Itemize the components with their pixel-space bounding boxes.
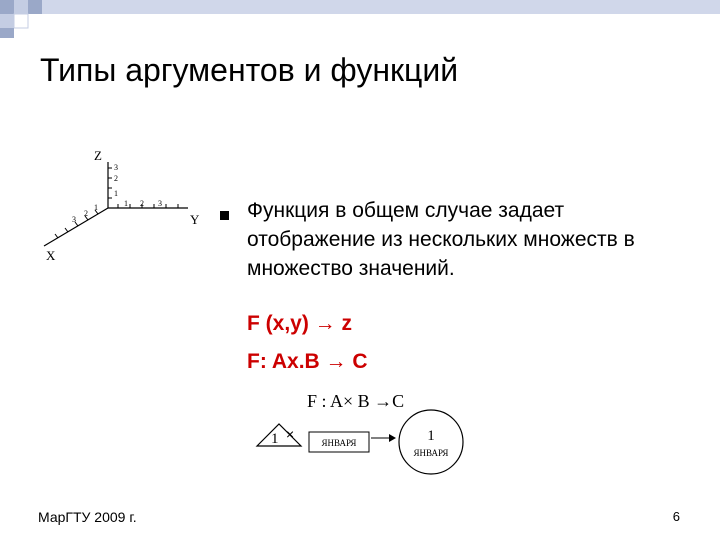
month-box-text: ЯНВАРЯ — [321, 438, 357, 448]
y-tick-1: 1 — [124, 199, 128, 208]
x-tick-3: 3 — [72, 215, 76, 224]
triangle-shape — [257, 424, 301, 446]
result-text: ЯНВАРЯ — [413, 448, 449, 458]
x-tick-2: 2 — [84, 209, 88, 218]
z-axis-label: Z — [94, 148, 102, 163]
page-number: 6 — [672, 509, 680, 524]
y-tick-2: 2 — [140, 199, 144, 208]
y-tick-3: 3 — [158, 199, 162, 208]
x-tick-1: 1 — [94, 203, 98, 212]
diagram-header: F : A× B →C — [307, 391, 405, 411]
z-tick-2: 2 — [114, 174, 118, 183]
diagram-argument: 1 — [271, 431, 279, 447]
slide-title: Типы аргументов и функций — [40, 52, 459, 88]
bullet-text: Функция в общем случае задает отображение из нескольких множеств в множество значений. — [247, 199, 635, 280]
x-axis-label: X — [46, 248, 56, 263]
coordinate-axes-figure — [38, 148, 218, 266]
bullet-icon — [220, 211, 229, 220]
mapping-diagram — [255, 388, 485, 488]
formula-line-2: F: Ax.B → C — [247, 350, 368, 373]
footer-org-year: МарГТУ 2009 г. — [38, 509, 137, 525]
y-axis-label: Y — [190, 212, 200, 227]
header-decoration — [0, 0, 720, 40]
arrow-icon — [389, 434, 396, 442]
z-tick-1: 1 — [114, 189, 118, 198]
z-tick-3: 3 — [114, 163, 118, 172]
times-sign: × — [286, 426, 295, 442]
result-number: 1 — [427, 428, 435, 444]
formula-line-1: F (x,y) → z — [247, 312, 353, 335]
